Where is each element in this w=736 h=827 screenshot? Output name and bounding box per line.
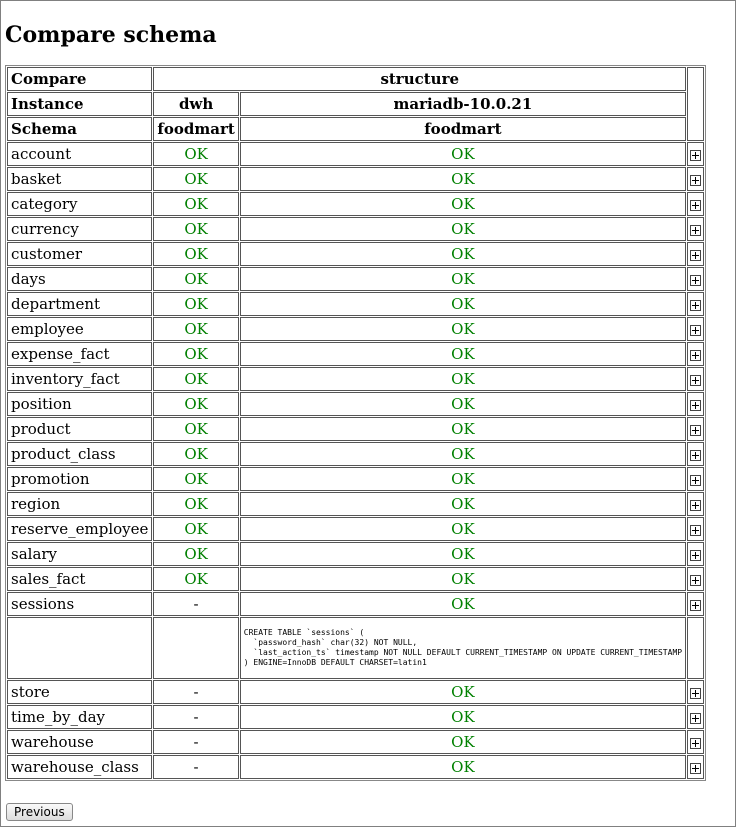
header-row-schema: [7, 117, 704, 141]
detail-empty-cell: [7, 617, 152, 679]
expand-cell: [687, 367, 704, 391]
status-mariadb-cell: OK: [240, 467, 686, 491]
table-name-cell: store: [7, 680, 152, 704]
status-mariadb-cell: OK: [240, 417, 686, 441]
expand-cell: [687, 417, 704, 441]
table-name-cell: currency: [7, 217, 152, 241]
expand-cell: [687, 242, 704, 266]
expand-cell: [687, 342, 704, 366]
table-row-basket: [7, 167, 704, 191]
expand-plus-icon[interactable]: [690, 550, 701, 561]
expand-cell: [687, 392, 704, 416]
header-row-instance: [7, 92, 704, 116]
table-name-cell: sales_fact: [7, 567, 152, 591]
table-row-department: [7, 292, 704, 316]
expand-cell: [687, 142, 704, 166]
table-name-cell: days: [7, 267, 152, 291]
expand-plus-icon[interactable]: [690, 175, 701, 186]
status-dwh-cell: OK: [153, 167, 238, 191]
status-mariadb-cell: OK: [240, 292, 686, 316]
table-name-cell: promotion: [7, 467, 152, 491]
table-name-cell: region: [7, 492, 152, 516]
table-row-warehouse_class: [7, 755, 704, 779]
table-row-employee: [7, 317, 704, 341]
detail-empty-cell: [687, 617, 704, 679]
expand-cell: [687, 217, 704, 241]
expand-plus-icon[interactable]: [690, 225, 701, 236]
page-title: Compare schema: [5, 22, 217, 48]
table-name-cell: product_class: [7, 442, 152, 466]
table-name-cell: warehouse_class: [7, 755, 152, 779]
expand-cell: [687, 317, 704, 341]
table-name-cell: category: [7, 192, 152, 216]
expand-plus-icon[interactable]: [690, 688, 701, 699]
schema-label: Schema: [7, 117, 152, 141]
status-mariadb-cell: OK: [240, 755, 686, 779]
expand-plus-icon[interactable]: [690, 150, 701, 161]
table-name-cell: salary: [7, 542, 152, 566]
expand-cell: [687, 467, 704, 491]
table-row-product_class: [7, 442, 704, 466]
status-dwh-cell: -: [153, 680, 238, 704]
header-spacer: [687, 67, 704, 141]
expand-plus-icon[interactable]: [690, 738, 701, 749]
expand-cell: [687, 567, 704, 591]
expand-plus-icon[interactable]: [690, 200, 701, 211]
status-mariadb-cell: OK: [240, 317, 686, 341]
sql-detail-cell: [240, 617, 686, 679]
status-dwh-cell: OK: [153, 317, 238, 341]
status-dwh-cell: -: [153, 705, 238, 729]
status-mariadb-cell: OK: [240, 342, 686, 366]
compare-value: structure: [153, 67, 686, 91]
status-mariadb-cell: OK: [240, 167, 686, 191]
table-row-sessions: [7, 592, 704, 616]
status-dwh-cell: OK: [153, 442, 238, 466]
status-dwh-cell: OK: [153, 492, 238, 516]
table-name-cell: inventory_fact: [7, 367, 152, 391]
previous-button[interactable]: Previous: [6, 803, 73, 821]
expand-plus-icon[interactable]: [690, 475, 701, 486]
expand-cell: [687, 492, 704, 516]
status-mariadb-cell: OK: [240, 542, 686, 566]
expand-cell: [687, 192, 704, 216]
table-name-cell: account: [7, 142, 152, 166]
status-mariadb-cell: OK: [240, 217, 686, 241]
status-mariadb-cell: OK: [240, 267, 686, 291]
table-row-customer: [7, 242, 704, 266]
status-mariadb-cell: OK: [240, 442, 686, 466]
status-dwh-cell: OK: [153, 342, 238, 366]
table-name-cell: basket: [7, 167, 152, 191]
table-name-cell: time_by_day: [7, 705, 152, 729]
expand-cell: [687, 167, 704, 191]
expand-cell: [687, 292, 704, 316]
instance-label: Instance: [7, 92, 152, 116]
table-row-account: [7, 142, 704, 166]
table-name-cell: customer: [7, 242, 152, 266]
detail-empty-cell: [153, 617, 238, 679]
status-mariadb-cell: OK: [240, 705, 686, 729]
status-mariadb-cell: OK: [240, 192, 686, 216]
table-row-product: [7, 417, 704, 441]
status-mariadb-cell: OK: [240, 392, 686, 416]
status-dwh-cell: OK: [153, 367, 238, 391]
status-dwh-cell: OK: [153, 142, 238, 166]
compare-table: [5, 65, 706, 781]
status-dwh-cell: OK: [153, 242, 238, 266]
expand-plus-icon[interactable]: [690, 425, 701, 436]
table-row-position: [7, 392, 704, 416]
status-mariadb-cell: OK: [240, 492, 686, 516]
expand-cell: [687, 267, 704, 291]
expand-cell: [687, 705, 704, 729]
instance-mariadb: mariadb-10.0.21: [240, 92, 686, 116]
table-row-currency: [7, 217, 704, 241]
expand-cell: [687, 755, 704, 779]
table-row-sales_fact: [7, 567, 704, 591]
table-row-expense_fact: [7, 342, 704, 366]
status-dwh-cell: OK: [153, 267, 238, 291]
expand-cell: [687, 680, 704, 704]
expand-plus-icon[interactable]: [690, 500, 701, 511]
status-mariadb-cell: OK: [240, 517, 686, 541]
table-row-reserve_employee: [7, 517, 704, 541]
expand-plus-icon[interactable]: [690, 325, 701, 336]
status-dwh-cell: OK: [153, 567, 238, 591]
status-dwh-cell: -: [153, 730, 238, 754]
expand-cell: [687, 542, 704, 566]
table-name-cell: reserve_employee: [7, 517, 152, 541]
expand-plus-icon[interactable]: [690, 525, 701, 536]
status-mariadb-cell: OK: [240, 730, 686, 754]
expand-plus-icon[interactable]: [690, 763, 701, 774]
expand-cell: [687, 592, 704, 616]
status-mariadb-cell: OK: [240, 142, 686, 166]
expand-plus-icon[interactable]: [690, 400, 701, 411]
status-dwh-cell: -: [153, 755, 238, 779]
expand-cell: [687, 517, 704, 541]
detail-row-sessions: [7, 617, 704, 679]
table-row-inventory_fact: [7, 367, 704, 391]
table-name-cell: warehouse: [7, 730, 152, 754]
table-name-cell: department: [7, 292, 152, 316]
expand-plus-icon[interactable]: [690, 600, 701, 611]
status-dwh-cell: OK: [153, 192, 238, 216]
expand-plus-icon[interactable]: [690, 713, 701, 724]
expand-plus-icon[interactable]: [690, 375, 701, 386]
table-row-warehouse: [7, 730, 704, 754]
table-row-salary: [7, 542, 704, 566]
instance-dwh: dwh: [153, 92, 238, 116]
status-mariadb-cell: OK: [240, 592, 686, 616]
compare-label: Compare: [7, 67, 152, 91]
table-name-cell: employee: [7, 317, 152, 341]
expand-cell: [687, 442, 704, 466]
expand-plus-icon[interactable]: [690, 300, 701, 311]
create-table-sql: CREATE TABLE `sessions` ( `password_hash` char(32) NOT NULL, `last_action_ts` timestamp NOT NULL DEFAULT CURRENT_TIMESTAMP ON UPDATE CURRENT_TIMESTAMP ) ENGINE=InnoDB DEFAULT CHARSET=latin1: [243, 628, 683, 667]
status-mariadb-cell: OK: [240, 680, 686, 704]
table-row-store: [7, 680, 704, 704]
expand-plus-icon[interactable]: [690, 350, 701, 361]
expand-plus-icon[interactable]: [690, 575, 701, 586]
table-row-days: [7, 267, 704, 291]
table-name-cell: position: [7, 392, 152, 416]
status-dwh-cell: OK: [153, 217, 238, 241]
status-dwh-cell: OK: [153, 292, 238, 316]
status-dwh-cell: OK: [153, 467, 238, 491]
schema-mariadb: foodmart: [240, 117, 686, 141]
status-dwh-cell: OK: [153, 417, 238, 441]
status-mariadb-cell: OK: [240, 242, 686, 266]
status-dwh-cell: OK: [153, 517, 238, 541]
status-dwh-cell: OK: [153, 542, 238, 566]
table-name-cell: sessions: [7, 592, 152, 616]
expand-cell: [687, 730, 704, 754]
status-mariadb-cell: OK: [240, 367, 686, 391]
table-name-cell: product: [7, 417, 152, 441]
expand-plus-icon[interactable]: [690, 450, 701, 461]
expand-plus-icon[interactable]: [690, 275, 701, 286]
expand-plus-icon[interactable]: [690, 250, 701, 261]
status-mariadb-cell: OK: [240, 567, 686, 591]
status-dwh-cell: OK: [153, 392, 238, 416]
schema-dwh: foodmart: [153, 117, 238, 141]
table-row-time_by_day: [7, 705, 704, 729]
table-row-category: [7, 192, 704, 216]
table-row-promotion: [7, 467, 704, 491]
header-row-compare: [7, 67, 704, 91]
table-name-cell: expense_fact: [7, 342, 152, 366]
table-row-region: [7, 492, 704, 516]
status-dwh-cell: -: [153, 592, 238, 616]
